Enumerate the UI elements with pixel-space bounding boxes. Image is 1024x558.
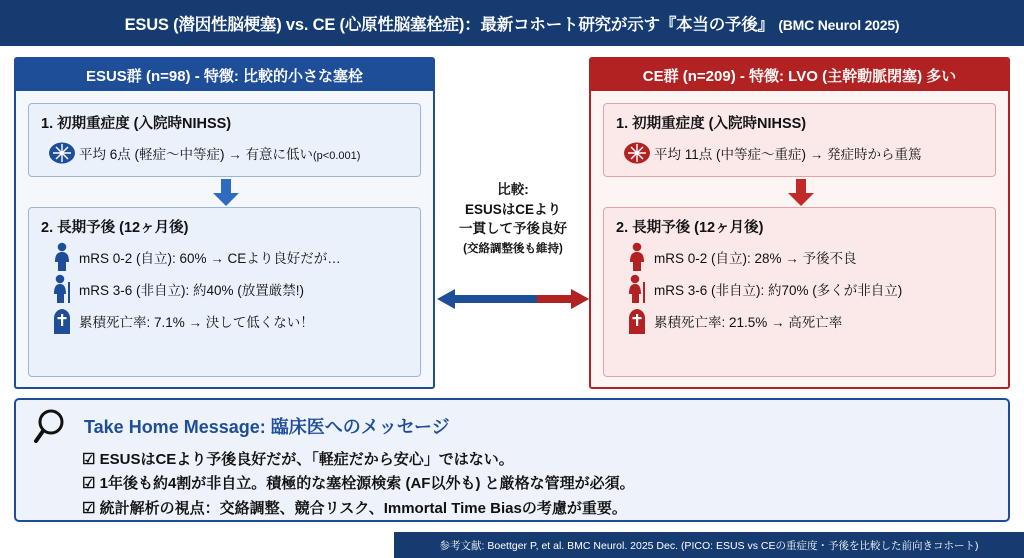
magnifier-icon [34, 408, 74, 444]
grave-icon [45, 307, 79, 335]
page-title [125, 11, 900, 35]
ce-column [589, 57, 1010, 389]
take-home-list [82, 448, 994, 521]
ce-outcome-row-2 [620, 273, 985, 305]
esus-outcome-title: 2. 長期予後 (12ヶ月後) [41, 220, 189, 236]
page-title-main: ESUS (潜因性脳梗塞) vs. CE (心原性脳塞栓症)：最新コホート研究が示す『本当の予後』 [124, 16, 774, 34]
ce-severity-section [603, 103, 996, 177]
ce-outcome-title: 2. 長期予後 (12ヶ月後) [616, 220, 764, 236]
reference-text: 参考文献: Boettger P, et al. BMC Neurol. 2025 Dec. (PICO: ESUS vs CEの重症度・予後を比較した前向きコホート) [439, 539, 979, 552]
esus-severity-pvalue: (p<0.001) [313, 150, 361, 162]
esus-severity-value: 平均 6点 (軽症〜中等症) → 有意に低い(p<0.001) [79, 147, 361, 162]
comparison-note-adjusted: (交絡調整後も維持) [463, 242, 563, 255]
ce-outcome-text-3: 累積死亡率: 21.5% → 高死亡率 [654, 315, 843, 330]
reference-footer [394, 532, 1024, 558]
person-standing-icon [620, 242, 654, 272]
page-title-bar [0, 0, 1024, 46]
comparison-note [437, 180, 589, 256]
ce-severity-title: 1. 初期重症度 (入院時NIHSS) [616, 116, 807, 132]
person-cane-icon [620, 274, 654, 304]
esus-outcome-row-3 [45, 305, 410, 337]
ce-severity-row [620, 137, 985, 169]
person-cane-icon [45, 274, 79, 304]
ce-outcome-row-1 [620, 241, 985, 273]
comparison-line-2: ESUSはCEより [464, 201, 562, 217]
ce-outcome-text-1: mRS 0-2 (自立): 28% → 予後不良 [654, 251, 857, 266]
take-home-item-2: ☑ 1年後も約4割が非自立。積極的な塞栓源検索 (AF以外も) と厳格な管理が必須。 [82, 475, 635, 493]
take-home-header [34, 408, 994, 444]
page-title-source: (BMC Neurol 2025) [778, 17, 900, 33]
person-standing-icon [45, 242, 79, 272]
ce-outcome-section [603, 207, 996, 377]
esus-column-header: ESUS群 (n=98) - 特徴: 比較的小さな塞栓 [16, 59, 433, 91]
double-headed-arrow [437, 286, 589, 312]
esus-outcome-row-1 [45, 241, 410, 273]
esus-outcome-text-2: mRS 3-6 (非自立): 約40% (放置厳禁!) [79, 283, 305, 298]
take-home-message-box [14, 398, 1010, 522]
ce-column-header: CE群 (n=209) - 特徴: LVO (主幹動脈閉塞) 多い [591, 59, 1008, 91]
grave-icon [620, 307, 654, 335]
esus-outcome-text-3: 累積死亡率: 7.1% → 決して低くない！ [79, 315, 314, 330]
ce-severity-value: 平均 11点 (中等症〜重症) → 発症時から重篤 [654, 147, 922, 162]
esus-severity-section [28, 103, 421, 177]
comparison-line-3: 一貫して予後良好 [459, 221, 567, 237]
take-home-item-1: ☑ ESUSはCEより予後良好だが、「軽症だから安心」ではない。 [82, 451, 514, 468]
esus-outcome-text-1: mRS 0-2 (自立): 60% → CEより良好だが… [79, 251, 341, 266]
esus-down-arrow [212, 179, 240, 207]
esus-outcome-row-2 [45, 273, 410, 305]
brain-icon [45, 140, 79, 166]
esus-column [14, 57, 435, 389]
ce-outcome-text-2: mRS 3-6 (非自立): 約70% (多くが非自立) [654, 283, 903, 298]
comparison-line-1: 比較: [497, 182, 529, 197]
ce-outcome-row-3 [620, 305, 985, 337]
esus-severity-title: 1. 初期重症度 (入院時NIHSS) [41, 116, 232, 132]
esus-outcome-section [28, 207, 421, 377]
take-home-item-3: ☑ 統計解析の視点：交絡調整、競合リスク、Immortal Time Biasの考慮が重要。 [82, 499, 627, 517]
esus-severity-row [45, 137, 410, 169]
ce-down-arrow [787, 179, 815, 207]
brain-icon-red [620, 140, 654, 166]
take-home-title: Take Home Message: 臨床医へのメッセージ [84, 417, 450, 437]
